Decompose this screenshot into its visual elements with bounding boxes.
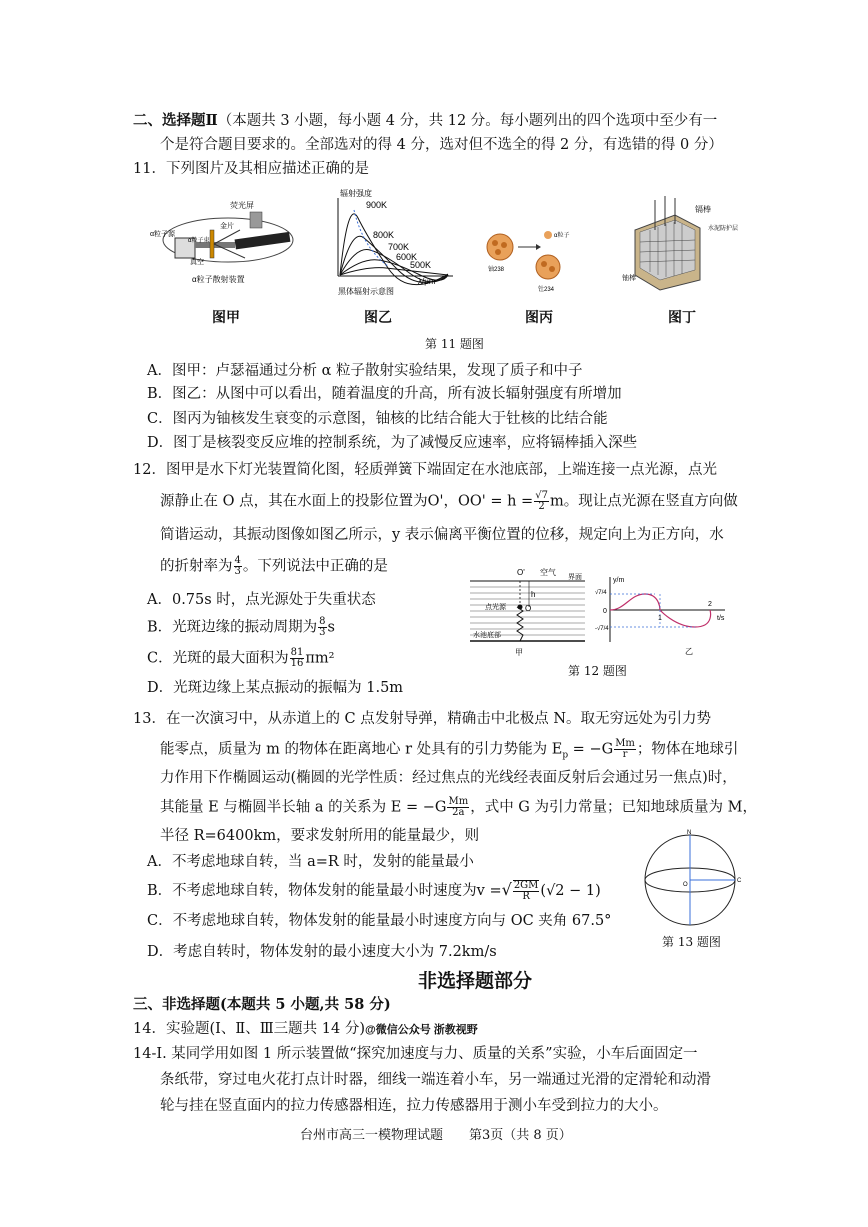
q11-ding-shield: 水泥防护层 (708, 226, 739, 232)
q11-jia-text-caption: α粒子散射装置 (192, 275, 245, 284)
q12-n-den: 3 (234, 566, 241, 577)
q11-jia-text-beam: α粒子束 (188, 238, 210, 244)
q12-h-fraction (534, 491, 549, 512)
q12-optC-a: C．光斑的最大面积为 (147, 650, 289, 667)
q12-line4b: 。下列说法中正确的是 (242, 558, 388, 575)
section2-intro-a: （本题共 3 小题，每小题 4 分，共 12 分。每小题列出的四个选项中至少有一 (217, 113, 718, 129)
q13-optB-fraction (513, 880, 540, 902)
q12-line2 (160, 491, 738, 512)
q12-optC-b: πm² (305, 650, 335, 667)
q13-line1: 13．在一次演习中，从赤道上的 C 点发射导弹，精确击中北极点 N。取无穷远处为引力势 (133, 711, 712, 727)
q11-option-d: D．图丁是核裂变反应堆的控制系统，为了减慢反应速率，应将镉棒插入深些 (147, 435, 638, 451)
q12-yi-zero: 0 (603, 608, 607, 615)
q13-fig-n: N (687, 830, 692, 836)
q11-yi-700k: 700K (388, 242, 410, 252)
q11-option-c: C．图丙为铀核发生衰变的示意图，铀核的比结合能大于钍核的比结合能 (147, 411, 608, 427)
q13-line4 (160, 797, 757, 818)
q13-ep-fraction (614, 739, 636, 760)
q12-yi-tick1: 1 (658, 615, 662, 622)
q13-figure-earth (640, 828, 745, 928)
q13-line2a: 能零点，质量为 m 的物体在距离地心 r 处具有的引力势能为 E (160, 741, 563, 758)
q12-option-b (147, 617, 335, 638)
q11-yi-600k: 600K (396, 252, 418, 262)
q12-jia-air: 空气 (540, 568, 556, 577)
q13-line3: 力作用下作椭圆运动(椭圆的光学性质：经过焦点的光线经表面反射后会通过另一焦点)时， (160, 770, 737, 786)
q12-line2b: m。现让点光源在竖直方向做 (549, 493, 738, 510)
q13-option-d: D．考虑自转时，物体发射的最小速度大小为 7.2km/s (147, 944, 497, 960)
q12-h-num: √7 (535, 490, 548, 501)
q11-figure-jia (150, 200, 300, 290)
q12-optC-num: 81 (290, 647, 304, 658)
q13-optB-a: B．不考虑地球自转，物体发射的能量最小时速度为v = (147, 883, 502, 899)
q12-h-den: 2 (538, 501, 545, 512)
q11-yi-xlabel: λ/μm (418, 277, 436, 286)
q13-fig-c: C (737, 878, 742, 884)
q12-optB-a: B．光斑边缘的振动周期为 (147, 619, 318, 636)
q12-optC-fraction (290, 648, 305, 669)
q12-yi-pos: √7/4 (595, 590, 607, 596)
page-footer: 台州市高三一模物理试题 第3页（共 8 页） (300, 1128, 572, 1143)
q12-jia-bottom: 水池底部 (473, 632, 501, 639)
q11-yi-500k: 500K (410, 260, 432, 270)
q12-line3: 简谐运动，其振动图像如图乙所示，y 表示偏离平衡位置的位移，规定向上为正方向，水 (160, 527, 724, 543)
q12-figure-yi (595, 572, 730, 657)
q12-caption: 第 12 题图 (568, 664, 627, 678)
q11-bing-u238: 铀238 (488, 267, 505, 273)
q13-caption: 第 13 题图 (662, 935, 721, 949)
q14i-line3: 轮与挂在竖直面内的拉力传感器相连，拉力传感器用于测小车受到拉力的大小。 (160, 1098, 668, 1114)
q11-figure-ding (620, 190, 739, 290)
q12-jia-o: O (525, 604, 532, 613)
q11-bing-th234: 钍234 (538, 287, 555, 293)
q11-ding-uranium: 铀棒 (622, 275, 636, 282)
q13-fig-o: O (683, 882, 688, 888)
q11-fig-label-bing: 图丙 (525, 310, 553, 326)
q12-jia-interface: 界面 (568, 574, 582, 581)
q12-jia-oprime: O' (517, 568, 525, 577)
q11-option-b: B．图乙：从图中可以看出，随着温度的升高，所有波长辐射强度有所增加 (147, 386, 622, 402)
q13-e-den: 2a (452, 807, 465, 818)
q14-title-text: 14．实验题(Ⅰ、Ⅱ、Ⅲ三题共 14 分) (133, 1021, 365, 1037)
q11-bing-alpha: α粒子 (554, 233, 570, 239)
q13-optB-num: 2GM (513, 880, 539, 891)
q14-title (133, 1019, 478, 1040)
q12-jia-light: 点光源 (485, 604, 506, 611)
q11-fig-label-yi: 图乙 (364, 310, 392, 326)
q12-n-fraction (234, 556, 242, 577)
q12-optB-b: s (327, 619, 335, 636)
q13-line2c: ；物体在地球引 (636, 741, 739, 758)
q13-ep-den: r (622, 749, 628, 760)
q11-yi-caption: 黑体辐射示意图 (338, 287, 394, 296)
q13-e-num: Mm (448, 796, 469, 807)
q12-option-a: A．0.75s 时，点光源处于失重状态 (147, 592, 376, 608)
q12-figure-jia (465, 565, 590, 660)
q13-option-b: B．不考虑地球自转，物体发射的能量最小时速度为v =√ $\frac{2GM}{R}$ (√2 − 1) (147, 880, 601, 902)
q13-line5: 半径 R=6400km，要求发射所用的能量最少，则 (160, 828, 480, 844)
q12-optB-den: 3 (319, 627, 326, 638)
section2-intro (133, 111, 717, 131)
q11-stem: 11．下列图片及其相应描述正确的是 (133, 161, 369, 177)
q11-figure-yi (318, 188, 463, 298)
q12-line1: 12．图甲是水下灯光装置简化图，轻质弹簧下端固定在水池底部，上端连接一点光源，点光 (133, 462, 717, 478)
q12-option-d: D．光斑边缘上某点振动的振幅为 1.5m (147, 680, 404, 696)
q11-option-a: A．图甲：卢瑟福通过分析 α 粒子散射实验结果，发现了质子和中子 (147, 363, 583, 379)
q12-jia-label: 甲 (515, 648, 523, 657)
q13-e-fraction (447, 797, 469, 818)
q11-ding-rod: 镉棒 (695, 205, 711, 214)
q11-jia-text-screen: 荧光屏 (230, 201, 254, 210)
q11-caption: 第 11 题图 (425, 337, 484, 351)
q12-option-c (147, 648, 334, 669)
section2-title: 二、选择题Ⅱ (133, 112, 218, 129)
q12-line4 (160, 556, 388, 577)
q13-ep-num: Mm (615, 738, 635, 749)
q13-option-c: C．不考虑地球自转，物体发射的能量最小时速度方向与 OC 夹角 67.5° (147, 913, 612, 929)
q13-optB-den: R (522, 891, 530, 902)
q13-option-a: A．不考虑地球自转，当 a=R 时，发射的能量最小 (147, 854, 474, 870)
q11-jia-text-foil: 金片 (220, 223, 234, 230)
q12-optB-fraction (318, 617, 326, 638)
q12-yi-neg: -√7/4 (595, 626, 609, 632)
q12-yi-tick2: 2 (708, 601, 712, 608)
q14i-line1: 14-Ⅰ. 某同学用如图 1 所示装置做“探究加速度与力、质量的关系”实验，小车后面固定一 (133, 1046, 698, 1062)
q13-line2-sub: p (562, 750, 569, 761)
q13-line4a: 其能量 E 与椭圆半长轴 a 的关系为 E = −G (160, 799, 447, 816)
q11-jia-text-source: α粒子源 (150, 231, 176, 238)
q13-line2b: = −G (568, 741, 614, 758)
watermark: @微信公众号 浙教视野 (365, 1024, 478, 1036)
q13-line4b: ，式中 G 为引力常量；已知地球质量为 M， (470, 799, 757, 816)
q11-figure-bing (478, 225, 578, 295)
part2-title: 非选择题部分 (418, 971, 533, 992)
q12-yi-ylabel: y/m (613, 577, 625, 584)
q12-line4a: 的折射率为 (160, 558, 233, 575)
q12-optB-num: 8 (319, 616, 326, 627)
q12-optC-den: 16 (290, 658, 304, 669)
q11-yi-ylabel: 辐射强度 (340, 189, 372, 198)
q12-line2a: 源静止在 O 点，其在水面上的投影位置为O'，OO' = h = (160, 493, 534, 510)
q13-line2 (160, 739, 738, 765)
section2-intro-b: 个是符合题目要求的。全部选对的得 4 分，选对但不选全的得 2 分，有选错的得 0 分） (160, 137, 723, 153)
q11-jia-text-vacuum: 真空 (190, 259, 204, 266)
q12-yi-xlabel: t/s (717, 615, 725, 622)
q11-yi-900k: 900K (366, 200, 388, 210)
q13-optB-b: (√2 − 1) (540, 883, 601, 899)
section3-title: 三、非选择题(本题共 5 小题,共 58 分) (133, 996, 391, 1013)
q14i-line2: 条纸带，穿过电火花打点计时器，细线一端连着小车，另一端通过光滑的定滑轮和动滑 (160, 1072, 711, 1088)
q11-fig-label-jia: 图甲 (212, 310, 240, 326)
q12-jia-h: h (531, 590, 536, 599)
q11-fig-label-ding: 图丁 (668, 310, 696, 326)
q12-yi-label: 乙 (685, 647, 693, 656)
q12-n-num: 4 (234, 555, 241, 566)
q11-yi-800k: 800K (373, 230, 395, 240)
